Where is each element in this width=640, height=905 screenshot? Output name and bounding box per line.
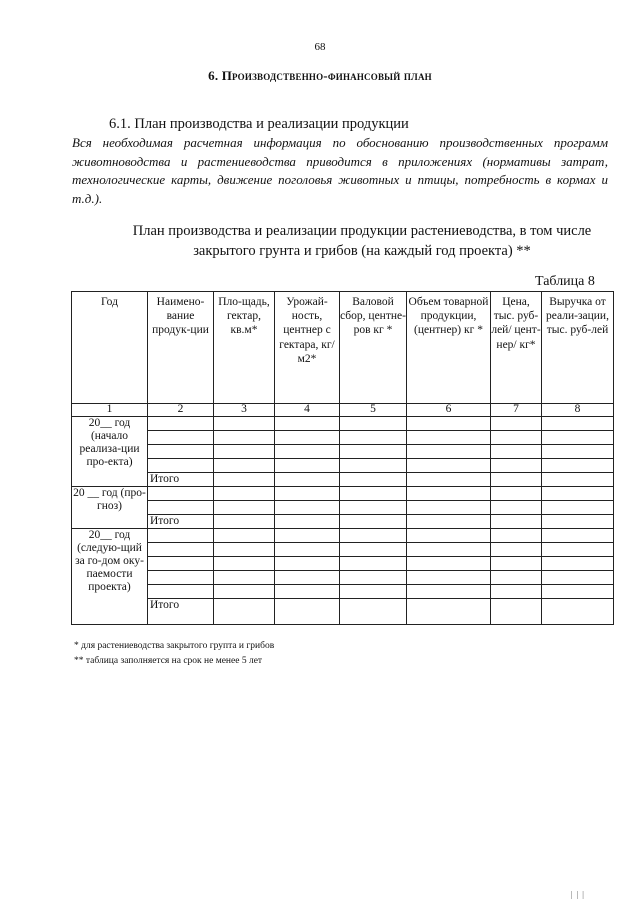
table-cell bbox=[275, 487, 340, 501]
total-row bbox=[72, 473, 614, 487]
table-cell bbox=[148, 585, 214, 599]
table-cell bbox=[542, 487, 614, 501]
table-cell bbox=[491, 585, 542, 599]
table-cell bbox=[407, 473, 491, 487]
table-cell bbox=[407, 487, 491, 501]
total-label: Итого bbox=[148, 515, 214, 529]
table-cell bbox=[148, 571, 214, 585]
column-number: 7 bbox=[491, 404, 542, 417]
table-cell bbox=[275, 473, 340, 487]
table-cell bbox=[542, 515, 614, 529]
table-cell bbox=[148, 417, 214, 431]
table-cell bbox=[542, 501, 614, 515]
footnote-2: ** таблица заполняется на срок не менее 5 лет bbox=[74, 656, 263, 666]
production-plan-table bbox=[71, 291, 614, 625]
scan-mark: | | | bbox=[571, 890, 585, 899]
table-row bbox=[72, 445, 614, 459]
table-cell bbox=[214, 459, 275, 473]
table-cell bbox=[214, 529, 275, 543]
table-cell bbox=[214, 585, 275, 599]
table-cell bbox=[340, 529, 407, 543]
column-number: 8 bbox=[542, 404, 614, 417]
table-cell bbox=[148, 543, 214, 557]
table-cell bbox=[214, 417, 275, 431]
table-cell bbox=[275, 543, 340, 557]
table-cell bbox=[542, 473, 614, 487]
table-cell bbox=[275, 557, 340, 571]
table-cell bbox=[148, 487, 214, 501]
total-row bbox=[72, 599, 614, 625]
table-cell bbox=[491, 459, 542, 473]
table-cell bbox=[407, 543, 491, 557]
table-cell bbox=[407, 459, 491, 473]
table-cell bbox=[340, 487, 407, 501]
table-cell bbox=[275, 459, 340, 473]
table-cell bbox=[407, 431, 491, 445]
table-row bbox=[72, 431, 614, 445]
table-cell bbox=[542, 543, 614, 557]
table-cell bbox=[275, 515, 340, 529]
header-cell: Валовой сбор, центне-ров кг * bbox=[340, 292, 407, 404]
table-row bbox=[72, 529, 614, 543]
table-cell bbox=[340, 571, 407, 585]
table-cell bbox=[214, 557, 275, 571]
header-cell: Выручка от реали-зации, тыс. руб-лей bbox=[542, 292, 614, 404]
table-cell bbox=[542, 529, 614, 543]
year-cell: 20 __ год (про-гноз) bbox=[72, 487, 148, 529]
table-cell bbox=[491, 473, 542, 487]
table-cell bbox=[275, 501, 340, 515]
table-row bbox=[72, 417, 614, 431]
table-cell bbox=[407, 445, 491, 459]
table-cell bbox=[275, 585, 340, 599]
table-caption: План производства и реализации продукции растениеводства, в том числе закрытого грунта и грибов (на каждый год проекта) ** bbox=[132, 223, 592, 259]
table-cell bbox=[491, 515, 542, 529]
table-cell bbox=[542, 445, 614, 459]
table-cell bbox=[491, 557, 542, 571]
total-label: Итого bbox=[148, 599, 214, 625]
table-cell bbox=[148, 529, 214, 543]
intro-paragraph: Вся необходимая расчетная информация по обоснованию производственных программ животноводства и растениеводства приводится в приложениях (нормативы затрат, технологические карты, движение поголовья животных и птицы, потребность в кормах и т.д.). bbox=[72, 135, 608, 206]
footnote-1: * для растениеводства закрытого групта и грибов bbox=[74, 641, 275, 651]
table-cell bbox=[214, 431, 275, 445]
table-cell bbox=[275, 417, 340, 431]
table-cell bbox=[148, 445, 214, 459]
table-cell bbox=[407, 417, 491, 431]
table-row bbox=[72, 459, 614, 473]
table-cell bbox=[275, 431, 340, 445]
table-cell bbox=[542, 571, 614, 585]
table-cell bbox=[214, 473, 275, 487]
section-title: 6. Производственно-финансовый план bbox=[208, 68, 432, 83]
table-cell bbox=[542, 459, 614, 473]
table-cell bbox=[407, 571, 491, 585]
column-number: 6 bbox=[407, 404, 491, 417]
table-cell bbox=[491, 529, 542, 543]
total-row bbox=[72, 515, 614, 529]
table-row bbox=[72, 501, 614, 515]
table-cell bbox=[542, 599, 614, 625]
table-row bbox=[72, 571, 614, 585]
table-cell bbox=[340, 431, 407, 445]
table-cell bbox=[275, 599, 340, 625]
table-cell bbox=[542, 431, 614, 445]
table-cell bbox=[340, 445, 407, 459]
table-cell bbox=[407, 557, 491, 571]
year-cell: 20__ год (начало реализа-ции про-екта) bbox=[72, 417, 148, 487]
table-cell bbox=[491, 543, 542, 557]
table-cell bbox=[340, 473, 407, 487]
column-number: 1 bbox=[72, 404, 148, 417]
table-cell bbox=[340, 585, 407, 599]
table-cell bbox=[542, 585, 614, 599]
table-cell bbox=[407, 515, 491, 529]
table-cell bbox=[491, 417, 542, 431]
header-cell: Год bbox=[72, 292, 148, 404]
table-cell bbox=[214, 571, 275, 585]
table-cell bbox=[407, 585, 491, 599]
header-cell: Пло-щадь, гектар, кв.м* bbox=[214, 292, 275, 404]
table-cell bbox=[491, 599, 542, 625]
table-cell bbox=[491, 445, 542, 459]
table-cell bbox=[491, 571, 542, 585]
table-cell bbox=[491, 487, 542, 501]
table-cell bbox=[148, 431, 214, 445]
table-header-row bbox=[72, 292, 614, 404]
table-cell bbox=[214, 501, 275, 515]
table-cell bbox=[407, 529, 491, 543]
table-row bbox=[72, 487, 614, 501]
column-number-row bbox=[72, 404, 614, 417]
table-cell bbox=[275, 445, 340, 459]
header-cell: Урожай-ность, центнер с гектара, кг/м2* bbox=[275, 292, 340, 404]
page-number: 68 bbox=[314, 41, 326, 53]
table-cell bbox=[340, 417, 407, 431]
table-cell bbox=[491, 501, 542, 515]
table-row bbox=[72, 557, 614, 571]
table-cell bbox=[340, 459, 407, 473]
table-cell bbox=[407, 501, 491, 515]
table-cell bbox=[407, 599, 491, 625]
table-cell bbox=[542, 417, 614, 431]
table-cell bbox=[214, 445, 275, 459]
table-cell bbox=[542, 557, 614, 571]
column-number: 5 bbox=[340, 404, 407, 417]
table-cell bbox=[340, 543, 407, 557]
column-number: 2 bbox=[148, 404, 214, 417]
table-cell bbox=[148, 557, 214, 571]
header-cell: Наимено-вание продук-ции bbox=[148, 292, 214, 404]
table-cell bbox=[275, 571, 340, 585]
table-cell bbox=[491, 431, 542, 445]
table-cell bbox=[214, 487, 275, 501]
table-cell bbox=[214, 543, 275, 557]
subsection-title: 6.1. План производства и реализации продукции bbox=[109, 116, 409, 132]
year-cell: 20__ год (следую-щий за го-дом оку-паемости проекта) bbox=[72, 529, 148, 625]
table-cell bbox=[340, 501, 407, 515]
table-cell bbox=[148, 459, 214, 473]
table-label: Таблица 8 bbox=[535, 274, 595, 289]
column-number: 4 bbox=[275, 404, 340, 417]
table-cell bbox=[148, 501, 214, 515]
table-cell bbox=[214, 515, 275, 529]
table-cell bbox=[275, 529, 340, 543]
table-cell bbox=[340, 515, 407, 529]
total-label: Итого bbox=[148, 473, 214, 487]
table-row bbox=[72, 543, 614, 557]
table-cell bbox=[214, 599, 275, 625]
table-row bbox=[72, 585, 614, 599]
table-cell bbox=[340, 557, 407, 571]
column-number: 3 bbox=[214, 404, 275, 417]
header-cell: Цена, тыс. руб-лей/ цент-нер/ кг* bbox=[491, 292, 542, 404]
header-cell: Объем товарной продукции, (центнер) кг * bbox=[407, 292, 491, 404]
table-cell bbox=[340, 599, 407, 625]
